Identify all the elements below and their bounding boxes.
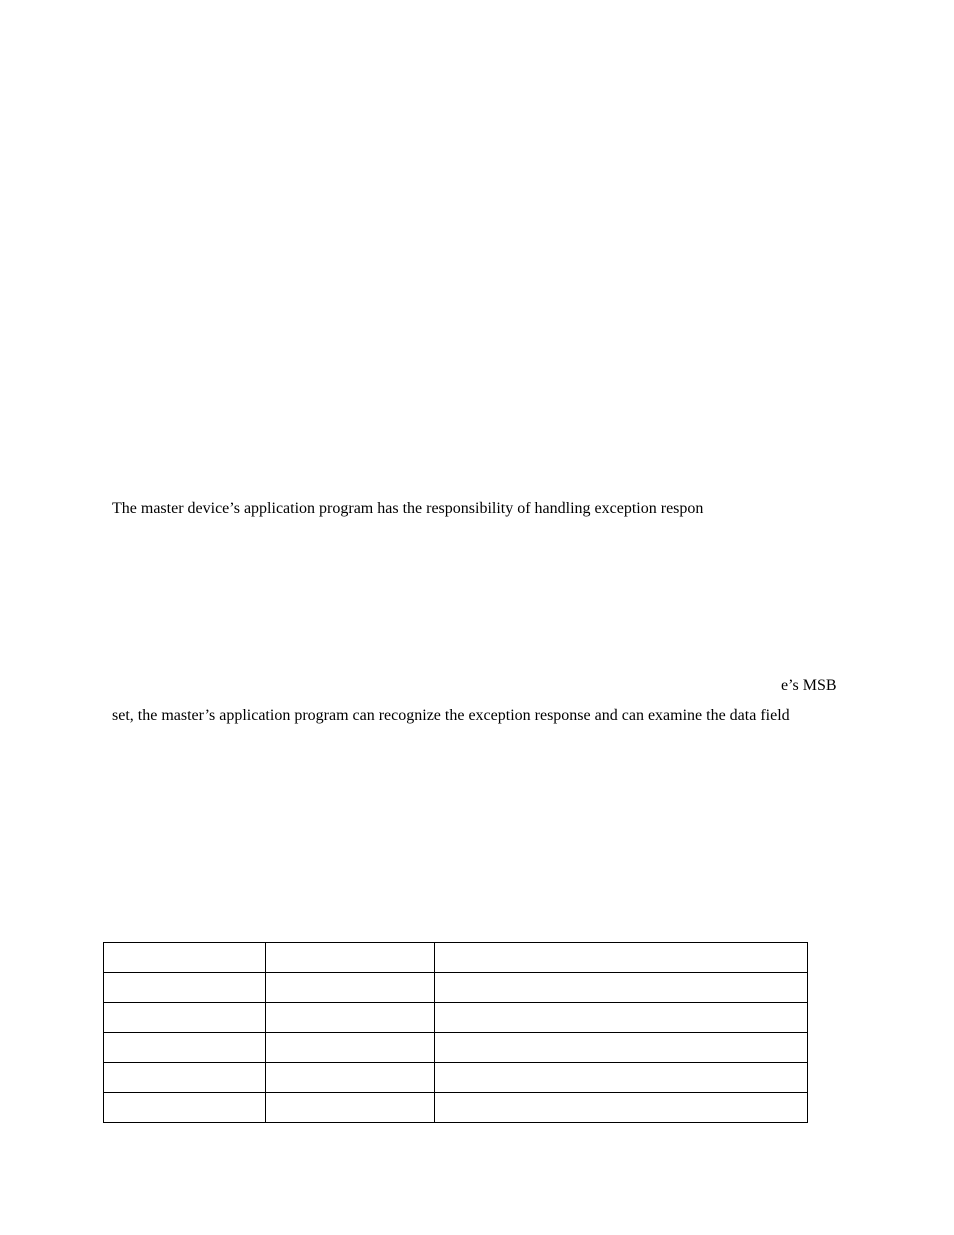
table-cell [266, 943, 435, 973]
table-cell [104, 1003, 266, 1033]
table-cell [435, 943, 808, 973]
table-cell [435, 1063, 808, 1093]
table-cell [435, 1003, 808, 1033]
table-row [104, 943, 808, 973]
table-cell [435, 1093, 808, 1123]
table-cell [104, 1063, 266, 1093]
table-cell [435, 1033, 808, 1063]
table-row [104, 973, 808, 1003]
table-cell [104, 973, 266, 1003]
exception-table [103, 942, 808, 1123]
table-cell [104, 943, 266, 973]
paragraph-line: The master device’s application program has the responsibility of handling exception respon [112, 500, 704, 517]
table-row [104, 1003, 808, 1033]
table-cell [266, 1063, 435, 1093]
table-cell [266, 973, 435, 1003]
table-cell [435, 973, 808, 1003]
table-row [104, 1033, 808, 1063]
table-cell [266, 1003, 435, 1033]
table-cell [266, 1033, 435, 1063]
paragraph-line-fragment: e’s MSB [781, 677, 837, 694]
table-row [104, 1063, 808, 1093]
paragraph-line: set, the master’s application program can recognize the exception response and can examine the data field [112, 707, 790, 724]
table-cell [104, 1033, 266, 1063]
table-cell [104, 1093, 266, 1123]
table-row [104, 1093, 808, 1123]
table-cell [266, 1093, 435, 1123]
